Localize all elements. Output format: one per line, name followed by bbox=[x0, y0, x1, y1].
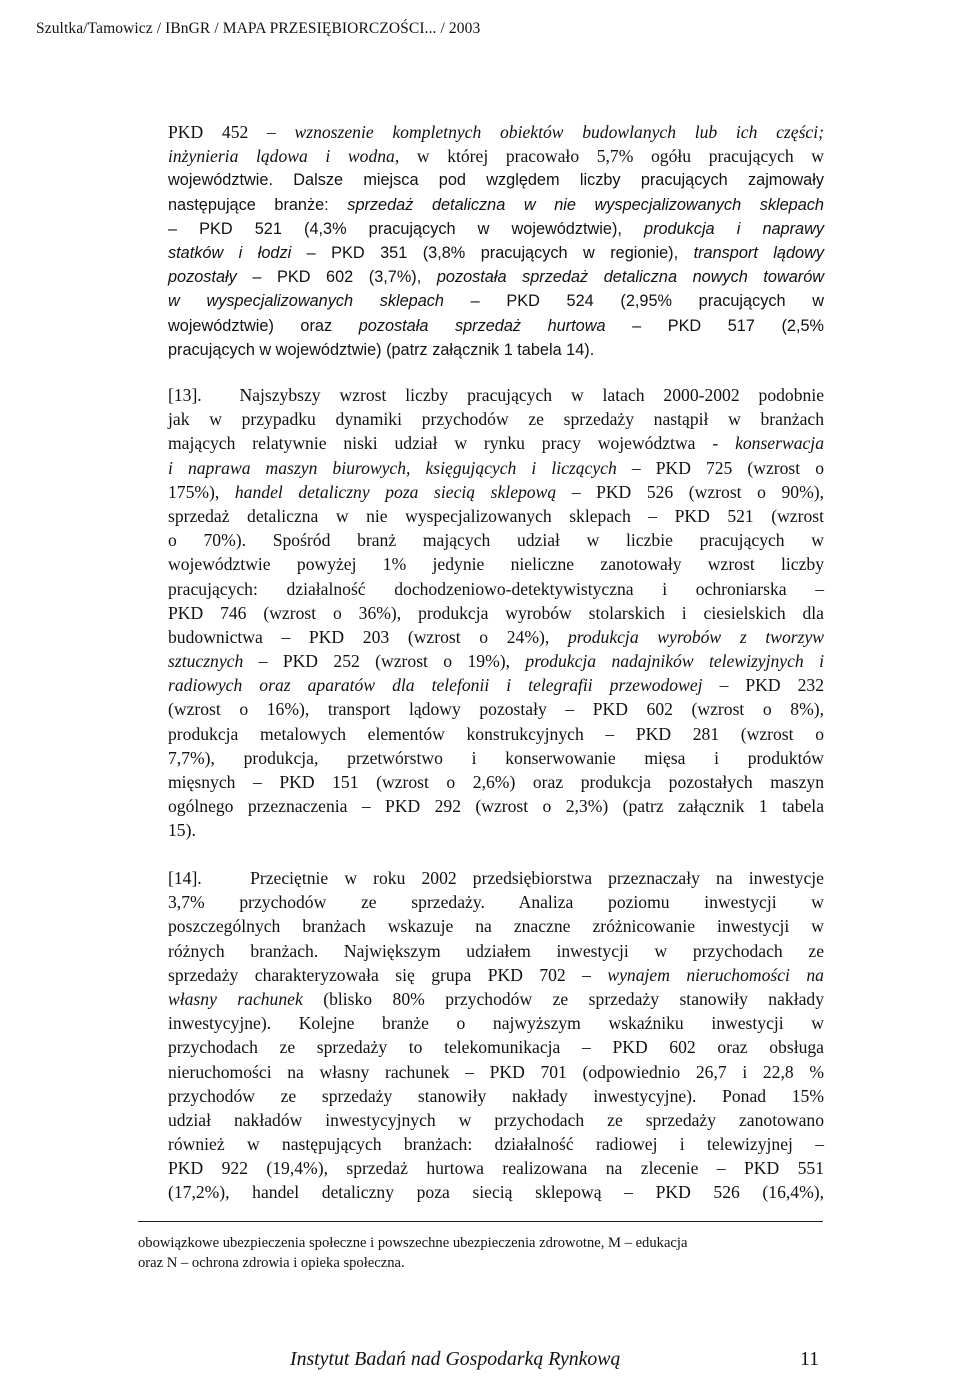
paragraph-number: [13]. bbox=[168, 385, 202, 405]
text-line: statków i łodzi – PKD 351 (3,8% pracujących w regionie), transport lądowy bbox=[168, 243, 824, 262]
text-line: następujące branże: sprzedaż detaliczna w nie wyspecjalizowanych sklepach bbox=[168, 195, 824, 214]
text-line: ogólnego przeznaczenia – PKD 292 (wzrost o 2,3%) (patrz załącznik 1 tabela bbox=[168, 796, 824, 817]
text-line-content: Najszybszy wzrost liczby pracujących w latach 2000-2002 podobnie bbox=[239, 385, 825, 405]
paragraph-14 bbox=[168, 866, 824, 1205]
text-line: województwie) oraz pozostała sprzedaż hurtowa – PKD 517 (2,5% bbox=[168, 316, 825, 335]
page-number: 11 bbox=[800, 1348, 820, 1370]
text-line: województwie powyżej 1% jedynie nieliczne zanotowały wzrost liczby bbox=[168, 554, 824, 575]
text-line: PKD 922 (19,4%), sprzedaż hurtowa realizowana na zlecenie – PKD 551 bbox=[168, 1158, 824, 1179]
text-line: udział nakładów inwestycyjnych w przychodach ze sprzedaży zanotowano bbox=[168, 1109, 824, 1130]
text-line: jak w przypadku dynamiki przychodów ze sprzedaży nastąpił w branżach bbox=[168, 409, 824, 430]
text-line: mięsnych – PKD 151 (wzrost o 2,6%) oraz produkcja pozostałych maszyn bbox=[168, 772, 824, 792]
text-line: produkcja metalowych elementów konstrukcyjnych – PKD 281 (wzrost o bbox=[168, 723, 824, 744]
text-line: pozostały – PKD 602 (3,7%), pozostała sprzedaż detaliczna nowych towarów bbox=[168, 268, 825, 287]
text-line: inwestycyjne). Kolejne branże o najwyższym wskaźniku inwestycji w bbox=[168, 1013, 824, 1034]
text-line: w wyspecjalizowanych sklepach – PKD 524 (2,95% pracujących w bbox=[168, 292, 824, 311]
text-line bbox=[168, 383, 824, 407]
text-line: 15). bbox=[168, 820, 196, 841]
text-line: budownictwa – PKD 203 (wzrost o 24%), produkcja wyrobów z tworzyw bbox=[168, 626, 824, 647]
text-line: PKD 746 (wzrost o 36%), produkcja wyrobów stolarskich i ciesielskich dla bbox=[168, 602, 824, 623]
footnote bbox=[138, 1234, 828, 1273]
footnote-line: oraz N – ochrona zdrowia i opieka społeczna. bbox=[138, 1254, 405, 1271]
text-line: radiowych oraz aparatów dla telefonii i telegrafii przewodowej – PKD 232 bbox=[168, 675, 824, 696]
text-line: pracujących w województwie) (patrz załącznik 1 tabela 14). bbox=[168, 340, 595, 359]
text-line: – PKD 521 (4,3% pracujących w województwie), produkcja i naprawy bbox=[168, 219, 824, 238]
text-line bbox=[168, 866, 824, 890]
text-line: przychodów ze sprzedaży stanowiły nakłady inwestycyjne). Ponad 15% bbox=[168, 1085, 824, 1106]
text-line: inżynieria lądowa i wodna, w której pracowało 5,7% ogółu pracujących w bbox=[168, 146, 824, 167]
text-line: sztucznych – PKD 252 (wzrost o 19%), produkcja nadajników telewizyjnych i bbox=[168, 651, 824, 672]
text-line: przychodach ze sprzedaży to telekomunikacja – PKD 602 oraz obsługa bbox=[168, 1037, 824, 1058]
text-line: nieruchomości na własny rachunek – PKD 701 (odpowiednio 26,7 i 22,8 % bbox=[168, 1061, 824, 1082]
text-line: o 70%). Spośród branż mających udział w liczbie pracujących w bbox=[168, 530, 824, 551]
text-line: (wzrost o 16%), transport lądowy pozostały – PKD 602 (wzrost o 8%), bbox=[168, 699, 824, 720]
text-line: PKD 452 – wznoszenie kompletnych obiektów budowlanych lub ich części; bbox=[168, 122, 824, 142]
text-line: własny rachunek (blisko 80% przychodów ze sprzedaży stanowiły nakłady bbox=[168, 988, 825, 1009]
paragraph-number: [14]. bbox=[168, 868, 202, 888]
text-line: mających relatywnie niski udział w rynku pracy województwa - konserwacja bbox=[168, 433, 824, 454]
text-line: 3,7% przychodów ze sprzedaży. Analiza poziomu inwestycji w bbox=[168, 892, 824, 913]
text-line: poszczególnych branżach wskazuje na znaczne zróżnicowanie inwestycji w bbox=[168, 916, 824, 937]
footnote-line: obowiązkowe ubezpieczenia społeczne i powszechne ubezpieczenia zdrowotne, M – edukacja bbox=[138, 1235, 688, 1251]
text-line: sprzedaż detaliczna w nie wyspecjalizowanych sklepach – PKD 521 (wzrost bbox=[168, 505, 824, 526]
text-line: pracujących: działalność dochodzeniowo-detektywistyczna i ochroniarska – bbox=[168, 578, 824, 599]
text-line: (17,2%), handel detaliczny poza siecią sklepową – PKD 526 (16,4%), bbox=[168, 1182, 824, 1203]
footer-institution: Instytut Badań nad Gospodarką Rynkową bbox=[290, 1348, 621, 1370]
text-line: 7,7%), produkcja, przetwórstwo i konserwowanie mięsa i produktów bbox=[168, 747, 824, 768]
text-line-content: Przeciętnie w roku 2002 przedsiębiorstwa przeznaczały na inwestycje bbox=[250, 868, 824, 888]
text-line: 175%), handel detaliczny poza siecią sklepową – PKD 526 (wzrost o 90%), bbox=[168, 481, 824, 502]
running-header: Szultka/Tamowicz / IBnGR / MAPA PRZESIĘBIORCZOŚCI... / 2003 bbox=[36, 20, 481, 37]
text-line: sprzedaży charakteryzowała się grupa PKD 702 – wynajem nieruchomości na bbox=[168, 964, 824, 985]
text-line: i naprawa maszyn biurowych, księgujących i liczących – PKD 725 (wzrost o bbox=[168, 457, 825, 478]
footnote-divider bbox=[138, 1221, 823, 1222]
paragraph-continued bbox=[168, 120, 824, 362]
paragraph-13 bbox=[168, 383, 824, 843]
text-line: również w następujących branżach: działalność radiowej i telewizyjnej – bbox=[168, 1134, 824, 1155]
text-line: różnych branżach. Największym udziałem inwestycji w przychodach ze bbox=[168, 940, 824, 961]
text-line: województwie. Dalsze miejsca pod względem liczby pracujących zajmowały bbox=[168, 171, 824, 190]
